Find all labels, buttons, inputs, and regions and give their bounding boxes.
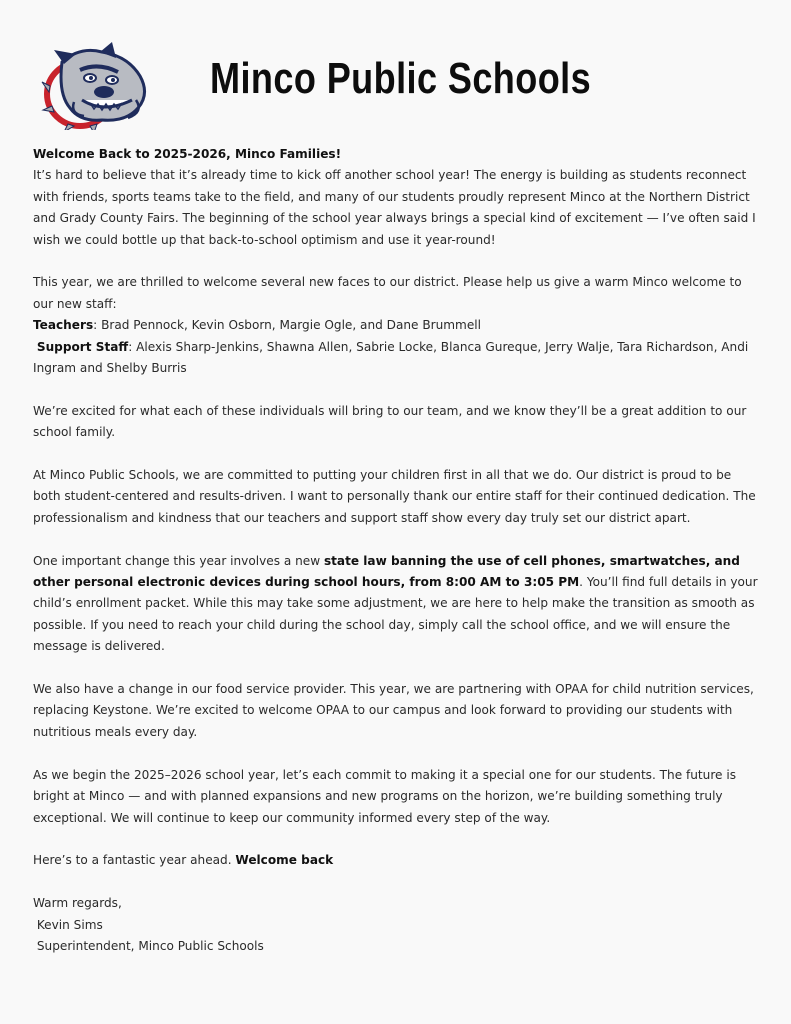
support-staff-label: Support Staff (36, 339, 129, 354)
paragraph-commitment: At Minco Public Schools, we are committed to putting your children first in all that we do. Our district is proud to be both student-centered and results-driven. I want to personally thank our entire staff for their continued dedication. The professionalism and kindness that our teachers and support staff show every day truly set our district apart. (33, 468, 756, 525)
law-lead-text: One important change this year involves a new (33, 553, 324, 568)
law-bold-text: state law banning the use of cell phones, smartwatches, and other personal electronic devices during school hours, from 8:00 AM to 3:05 PM (33, 553, 740, 590)
signature-block (33, 893, 761, 957)
teachers-list: : Brad Pennock, Kevin Osborn, Margie Ogle, and Dane Brummell (93, 318, 481, 333)
law-rest-text: . You’ll find full details in your child’s enrollment packet. While this may take some adjustment, we are here to help make the transition as smooth as possible. If you need to reach your child during the school day, simply call the school office, and we will ensure the message is delivered. (33, 575, 758, 654)
paragraph-new-staff (33, 272, 761, 379)
intro-text: It’s hard to believe that it’s already time to kick off another school year! The energy is building as students reconnect with friends, sports teams take to the field, and many of our students proudly represent Minco at the Northern District and Grady County Fairs. The beginning of the school year always brings a special kind of excitement — I’ve often said I wish we could bottle up that back-to-school optimism and use it year-round! (33, 168, 756, 247)
letter-greeting: Welcome Back to 2025-2026, Minco Families! (33, 147, 342, 161)
regards-text: Warm regards, (33, 896, 122, 911)
closing-bold-text: Welcome back (235, 853, 334, 868)
paragraph-excited: We’re excited for what each of these individuals will bring to our team, and we know they’ll be a great addition to our school family. (33, 403, 747, 440)
teachers-line (33, 315, 761, 336)
signer-title-text: Superintendent, Minco Public Schools (36, 938, 264, 953)
paragraph-cell-phone-law (33, 551, 761, 658)
paragraph-intro (33, 144, 761, 251)
letterhead (0, 0, 791, 140)
staff-intro-text: This year, we are thrilled to welcome several new faces to our district. Please help us give a warm Minco welcome to our new staff: (33, 275, 742, 311)
signer-name (33, 915, 761, 936)
signer-name-text: Kevin Sims (36, 917, 103, 932)
support-staff-list: : Alexis Sharp-Jenkins, Shawna Allen, Sabrie Locke, Blanca Gureque, Jerry Walje, Tara Richardson, Andi Ingram and Shelby Burris (33, 339, 749, 376)
paragraph-future: As we begin the 2025–2026 school year, let’s each commit to making it a special one for our students. The future is bright at Minco — and with planned expansions and new programs on the horizon, we’re building something truly exceptional. We will continue to keep our community informed every step of the way. (33, 767, 736, 825)
bulldog-mascot-icon (40, 42, 152, 130)
letter-body (33, 144, 761, 957)
paragraph-closing (33, 850, 761, 871)
page-title: Minco Public Schools (210, 54, 592, 103)
signer-title (33, 936, 761, 957)
paragraph-food-service: We also have a change in our food service provider. This year, we are partnering with OPAA for child nutrition services, replacing Keystone. We’re excited to welcome OPAA to our campus and look forward to providing our students with nutritious meals every day. (33, 682, 754, 739)
support-staff-line (33, 337, 761, 380)
teachers-label: Teachers (33, 318, 94, 333)
closing-lead-text: Here’s to a fantastic year ahead. (33, 853, 236, 868)
